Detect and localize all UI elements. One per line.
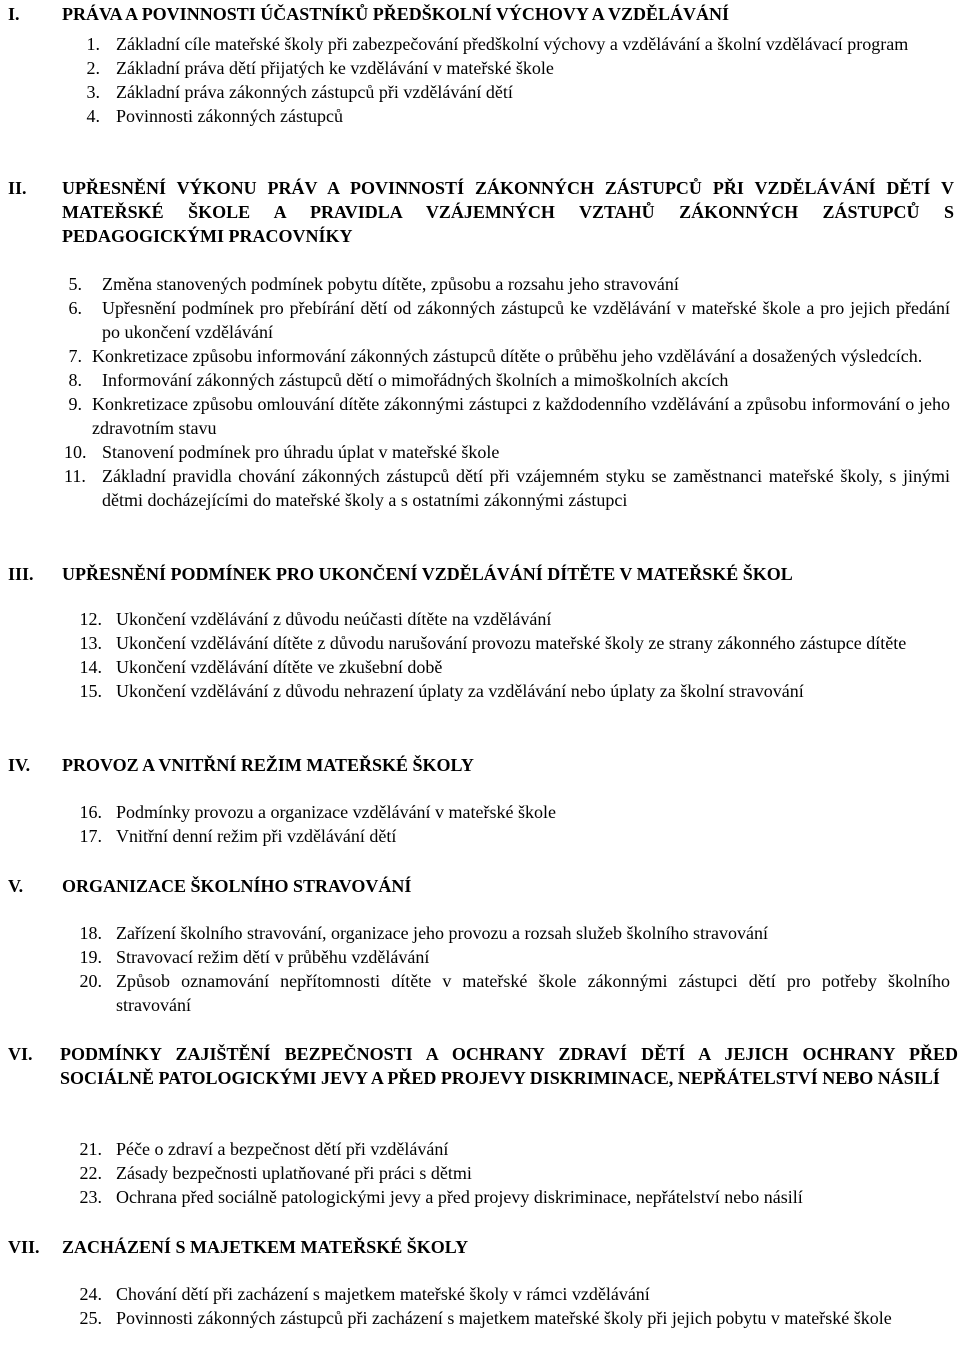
item-text: Informování zákonných zástupců dětí o mimořádných školních a mimoškolních akcích — [102, 370, 729, 390]
section-1-items — [0, 32, 960, 128]
list-item — [0, 296, 960, 344]
item-number: 10. — [64, 442, 87, 462]
list-item — [0, 1137, 960, 1161]
item-text: Základní cíle mateřské školy při zabezpečování předškolní výchovy a vzdělávání a školní vzdělávací program — [116, 34, 909, 54]
item-number: 12. — [79, 609, 102, 629]
item-number: 17. — [79, 826, 102, 846]
section-7-items — [0, 1282, 960, 1330]
item-number: 20. — [79, 971, 102, 991]
list-item — [0, 969, 960, 1017]
item-number: 16. — [79, 802, 102, 822]
list-item — [0, 56, 960, 80]
item-number: 15. — [79, 681, 102, 701]
list-item — [0, 800, 960, 824]
item-number: 24. — [79, 1284, 102, 1304]
item-number: 4. — [86, 106, 100, 126]
list-item — [0, 104, 960, 128]
list-item — [0, 1306, 960, 1330]
item-text: Základní práva zákonných zástupců při vzdělávání dětí — [116, 82, 513, 102]
item-text: Péče o zdraví a bezpečnost dětí při vzdělávání — [116, 1139, 449, 1159]
section-title: UPŘESNĚNÍ VÝKONU PRÁV A POVINNOSTÍ ZÁKONNÝCH ZÁSTUPCŮ PŘI VZDĚLÁVÁNÍ DĚTÍ V MATEŘSKÉ ŠKOLE A PRAVIDLA VZÁJEMNÝCH VZTAHŮ ZÁKONNÝCH ZÁSTUPCŮ S PEDAGOGICKÝMI PRACOVNÍKY — [62, 178, 954, 246]
item-number: 18. — [79, 923, 102, 943]
list-item — [0, 344, 960, 368]
list-item — [0, 440, 960, 464]
item-number: 21. — [79, 1139, 102, 1159]
item-number: 23. — [79, 1187, 102, 1207]
item-text: Ukončení vzdělávání dítěte z důvodu narušování provozu mateřské školy ze strany zákonného zástupce dítěte — [116, 633, 907, 653]
section-4-items — [0, 800, 960, 848]
list-item — [0, 655, 960, 679]
item-number: 22. — [79, 1163, 102, 1183]
item-number: 7. — [68, 346, 82, 366]
list-item — [0, 272, 960, 296]
item-text: Základní pravidla chování zákonných zástupců dětí při vzájemném styku se zaměstnanci mateřské školy, s jinými dětmi docházejícími do mateřské školy a s ostatními zákonnými zástupci — [102, 466, 950, 510]
item-text: Stanovení podmínek pro úhradu úplat v mateřské škole — [102, 442, 500, 462]
item-text: Způsob oznamování nepřítomnosti dítěte v mateřské škole zákonnými zástupci dětí pro potřeby školního stravování — [116, 971, 950, 1015]
item-text: Upřesnění podmínek pro přebírání dětí od zákonných zástupců ke vzdělávání v mateřské škole a pro jejich předání po ukončení vzdělávání — [102, 298, 950, 342]
list-item — [0, 80, 960, 104]
section-number: II. — [8, 178, 27, 198]
section-number: IV. — [8, 755, 31, 775]
section-6-items — [0, 1137, 960, 1209]
item-number: 9. — [68, 394, 82, 414]
section-number: VII. — [8, 1237, 40, 1257]
item-number: 25. — [79, 1308, 102, 1328]
list-item — [0, 631, 960, 655]
list-item — [0, 824, 960, 848]
section-2-items — [0, 272, 960, 512]
list-item — [0, 921, 960, 945]
list-item — [0, 392, 960, 440]
item-text: Vnitřní denní režim při vzdělávání dětí — [116, 826, 397, 846]
list-item — [0, 1282, 960, 1306]
section-3-items — [0, 607, 960, 703]
section-title: ORGANIZACE ŠKOLNÍHO STRAVOVÁNÍ — [62, 876, 412, 896]
section-title: PRÁVA A POVINNOSTI ÚČASTNÍKŮ PŘEDŠKOLNÍ VÝCHOVY A VZDĚLÁVÁNÍ — [62, 4, 729, 24]
section-title: UPŘESNĚNÍ PODMÍNEK PRO UKONČENÍ VZDĚLÁVÁNÍ DÍTĚTE V MATEŘSKÉ ŠKOL — [62, 564, 793, 584]
item-number: 6. — [68, 298, 82, 318]
section-number: V. — [8, 876, 24, 896]
item-text: Stravovací režim dětí v průběhu vzdělávání — [116, 947, 430, 967]
item-number: 19. — [79, 947, 102, 967]
item-number: 1. — [86, 34, 100, 54]
list-item — [0, 607, 960, 631]
list-item — [0, 1185, 960, 1209]
item-number: 14. — [79, 657, 102, 677]
section-title: PODMÍNKY ZAJIŠTĚNÍ BEZPEČNOSTI A OCHRANY ZDRAVÍ DĚTÍ A JEJICH OCHRANY PŘED SOCIÁLNĚ PATOLOGICKÝMI JEVY A PŘED PROJEVY DISKRIMINACE, NEPŘÁTELSTVÍ NEBO NÁSILÍ — [60, 1044, 958, 1088]
item-text: Ochrana před sociálně patologickými jevy a před projevy diskriminace, nepřátelství nebo násilí — [116, 1187, 803, 1207]
list-item — [0, 368, 960, 392]
section-title: ZACHÁZENÍ S MAJETKEM MATEŘSKÉ ŠKOLY — [62, 1237, 469, 1257]
section-number: III. — [8, 564, 34, 584]
section-title: PROVOZ A VNITŘNÍ REŽIM MATEŘSKÉ ŠKOLY — [62, 755, 474, 775]
item-number: 13. — [79, 633, 102, 653]
list-item — [0, 679, 960, 703]
item-text: Ukončení vzdělávání z důvodu nehrazení úplaty za vzdělávání nebo úplaty za školní stravování — [116, 681, 804, 701]
item-number: 5. — [68, 274, 82, 294]
item-text: Konkretizace způsobu omlouvání dítěte zákonnými zástupci z každodenního vzdělávání a způsobu informování o jeho zdravotním stavu — [92, 394, 950, 438]
item-text: Povinnosti zákonných zástupců při zacházení s majetkem mateřské školy při jejich pobytu v mateřské škole — [116, 1308, 892, 1328]
item-text: Ukončení vzdělávání z důvodu neúčasti dítěte na vzdělávání — [116, 609, 552, 629]
item-text: Základní práva dětí přijatých ke vzdělávání v mateřské škole — [116, 58, 554, 78]
item-text: Ukončení vzdělávání dítěte ve zkušební době — [116, 657, 443, 677]
item-text: Podmínky provozu a organizace vzdělávání v mateřské škole — [116, 802, 557, 822]
list-item — [0, 32, 960, 56]
item-text: Zásady bezpečnosti uplatňované při práci s dětmi — [116, 1163, 472, 1183]
item-number: 3. — [86, 82, 100, 102]
item-text: Povinnosti zákonných zástupců — [116, 106, 343, 126]
item-number: 2. — [86, 58, 100, 78]
list-item — [0, 945, 960, 969]
list-item — [0, 464, 960, 512]
item-number: 8. — [68, 370, 82, 390]
section-number: I. — [8, 4, 20, 24]
item-number: 11. — [64, 466, 86, 486]
item-text: Konkretizace způsobu informování zákonných zástupců dítěte o průběhu jeho vzdělávání a dosažených výsledcích. — [92, 346, 923, 366]
section-5-items — [0, 921, 960, 1017]
section-number: VI. — [8, 1044, 33, 1064]
list-item — [0, 1161, 960, 1185]
item-text: Chování dětí při zacházení s majetkem mateřské školy v rámci vzdělávání — [116, 1284, 650, 1304]
item-text: Zařízení školního stravování, organizace jeho provozu a rozsah služeb školního stravování — [116, 923, 768, 943]
item-text: Změna stanovených podmínek pobytu dítěte, způsobu a rozsahu jeho stravování — [102, 274, 679, 294]
